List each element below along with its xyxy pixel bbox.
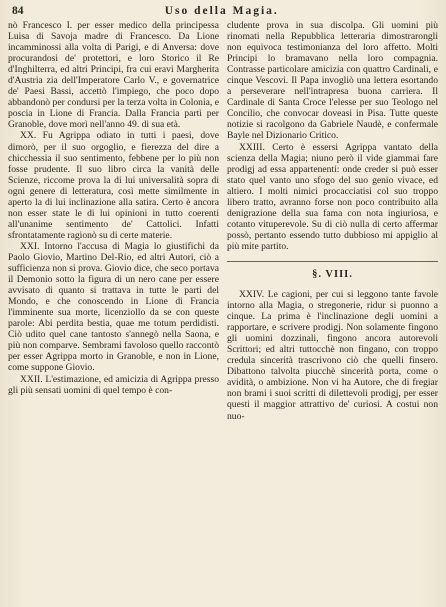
paragraph: XXIII. Certo è essersi Agrippa vantato della scienza della Magia; niuno però il vide giammai fare prodigj ad essa appartenenti: onde creder si può esser stato quel vanto uno sfogo del suo genio vivace, ed altiero. I molti nimici procacciatisi col suo troppo libero tratto, avranno forse non poco contribuito alla denigrazione della sua fama con nota ingiuriosa, e cotanto vituperevole. Su di ciò nulla di certo affermar possò, pertanto essendo tutto dubbioso mi appiglio al più mite partito. [227, 141, 438, 252]
paragraph: XXI. Intorno l'accusa di Magia lo giustifichi da Paolo Giovio, Martino Del-Rio, ed altri Autori, ciò a sufficienza non si prova. Giovio dice, che seco portava il Demonio sotto la figura di un nero cane per essere avvisato di quanto si trattava in tutte le parti del Mondo, e che conoscendo in Lione di Francia l'imminente sua morte, licenziollo da se con queste parole: Abi perdita bestia, quae me totum perdidisti. Ciò udito quel cane tantosto s'annegò nella Saona, e più non comparve. Sembrami favoloso quello raccontò per esser Agrippa morto in Granoble, e non in Lione, come suppone Giovio. [8, 240, 219, 374]
section-heading-text: §. VIII. [312, 268, 353, 280]
page-number: 84 [12, 5, 24, 17]
paragraph: XXII. L'estimazione, ed amicizia di Agrippa presso gli più sensati uomini di quel tempo è con- [8, 373, 219, 396]
text-columns [8, 20, 438, 422]
paragraph: nò Francesco I. per esser medico della principessa Luisa di Savoja madre di Francesco. Da Lione incamminossi alla volta di Parigi, e di Anversa: dove procurandosi de' protettori, e loro Storico il Re d'Inghilterra, ed altri Principi, fra cui eravi Margherita d'Austria zia dell'Imperatore Carlo V., e governatrice de' Paesi Bassi, accettò l'impiego, che poco dopo abbandonò per condursi per la terza volta in Colonia, e poscia in Lione di Francia. Dalla Francia partì per Granoble, dove morì nell'anno 49. di sua età. [8, 20, 219, 131]
paragraph: XX. Fu Agrippa odiato in tutti i paesi, dove dimorò, per il suo orgoglio, e fierezza del dire a chicchessia il suo sentimento, febbene per lo più non fosse prudente. Il suo libro circa la vanità delle Scienze, riccome prova la di lui universalità sopra di ogni genere di letteratura, così mette similmente in aperto la di lui inclinazione alla satira. Certo è ancora non esser state le di lui opinioni in tutto coerenti all'unanime sentimento de' Cattolici. Infatti sfrontatamente ragionò su di certe materie. [8, 130, 219, 241]
running-title: Uso della Magia. [164, 5, 279, 17]
section-heading [227, 261, 438, 280]
paragraph: cludente prova in sua discolpa. Gli uomini più rinomati nella Repubblica letteraria dimostrarongli non equivoca testimonianza del loro affetto. Molti Principi lo bramavano nella loro compagnia. Contrasse particolare amicizia con quattro Cardinali, e cinque Vescovi. Il Papa invogliò una lettera esortando a perseverare nell'intrapresa buona carriera. Il Cardinale di Santa Croce l'elesse per suo Teologo nel Concilio, che convocar doveasi in Pisa. Tutte queste notizie si racolgono da Gabriele Naudè, e confermale Bayle nel Dizionario Critico. [227, 20, 438, 142]
divider [227, 261, 438, 262]
running-header [8, 4, 438, 18]
paragraph: XXIV. Le cagioni, per cui si leggono tante favole intorno alla Magia, o stregonerie, ridur si puonno a cinque. La prima è l'inclinazione degli uomini a rapportare, e scrivere prodigj. Non solamente fingono gli uomini dozzinali, fingono ancora autorevoli Scrittori; ed altri tuttocchè non fingano, con troppo credula sincerità trascrivono ciò che quelli finsero. Dibattono talvolta piucchè sincerità porta, come o avidità, o ambizione. Non vi ha Autore, che di fregiar non brami i suoi scritti di dilettevoli prodigj, per esser questi il maggior attrattivo de' curiosi. A costui non nuo- [227, 288, 438, 422]
left-column [8, 20, 219, 422]
right-column [227, 20, 438, 422]
